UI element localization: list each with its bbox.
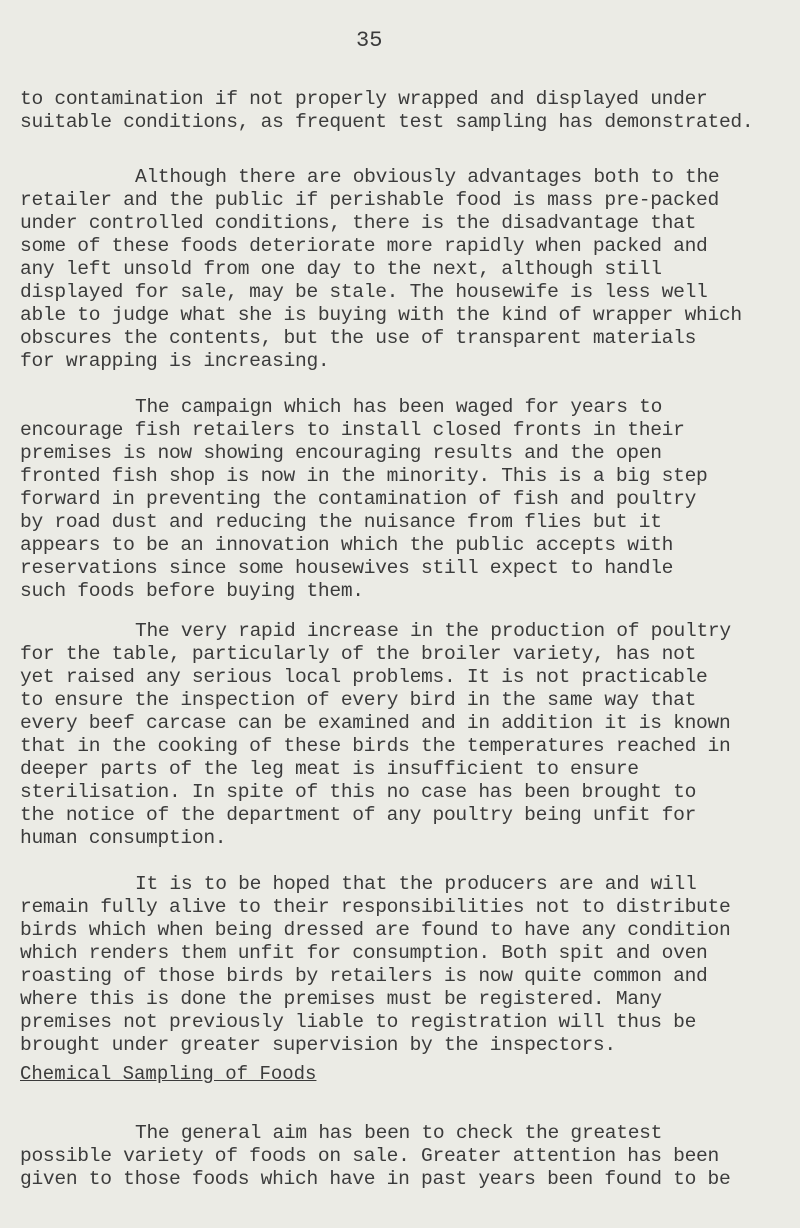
text-line: roasting of those birds by retailers is now quite common and xyxy=(20,965,708,987)
paragraph-3 xyxy=(20,396,790,603)
text-line: to ensure the inspection of every bird in the same way that xyxy=(20,689,697,711)
text-line: for wrapping is increasing. xyxy=(20,350,330,372)
text-line: The very rapid increase in the production of poultry xyxy=(135,620,731,642)
text-line: remain fully alive to their responsibilities not to distribute xyxy=(20,896,731,918)
text-line: retailer and the public if perishable food is mass pre-packed xyxy=(20,189,719,211)
text-line: obscures the contents, but the use of transparent materials xyxy=(20,327,697,349)
paragraph-1 xyxy=(20,88,790,134)
text-line: birds which when being dressed are found to have any condition xyxy=(20,919,731,941)
text-line: where this is done the premises must be registered. Many xyxy=(20,988,662,1010)
text-line: human consumption. xyxy=(20,827,227,849)
paragraph-4 xyxy=(20,620,790,850)
paragraph-6 xyxy=(20,1122,790,1191)
text-line: sterilisation. In spite of this no case has been brought to xyxy=(20,781,697,803)
text-line: every beef carcase can be examined and in addition it is known xyxy=(20,712,731,734)
text-line: It is to be hoped that the producers are and will xyxy=(135,873,697,895)
text-line: brought under greater supervision by the inspectors. xyxy=(20,1034,616,1056)
text-line: deeper parts of the leg meat is insufficient to ensure xyxy=(20,758,639,780)
section-heading: Chemical Sampling of Foods xyxy=(20,1063,317,1085)
text-line: encourage fish retailers to install closed fronts in their xyxy=(20,419,685,441)
page-number: 35 xyxy=(356,28,383,53)
text-line: possible variety of foods on sale. Greater attention has been xyxy=(20,1145,719,1167)
text-line: given to those foods which have in past years been found to be xyxy=(20,1168,731,1190)
text-line: by road dust and reducing the nuisance from flies but it xyxy=(20,511,662,533)
text-line: yet raised any serious local problems. It is not practicable xyxy=(20,666,708,688)
text-line: forward in preventing the contamination of fish and poultry xyxy=(20,488,697,510)
text-line: some of these foods deteriorate more rapidly when packed and xyxy=(20,235,708,257)
text-line: which renders them unfit for consumption. Both spit and oven xyxy=(20,942,708,964)
text-line: The campaign which has been waged for years to xyxy=(135,396,663,418)
text-line: the notice of the department of any poultry being unfit for xyxy=(20,804,697,826)
text-line: that in the cooking of these birds the temperatures reached in xyxy=(20,735,731,757)
text-line: under controlled conditions, there is the disadvantage that xyxy=(20,212,697,234)
text-line: Although there are obviously advantages both to the xyxy=(135,166,720,188)
text-line: such foods before buying them. xyxy=(20,580,364,602)
text-line: fronted fish shop is now in the minority. This is a big step xyxy=(20,465,708,487)
text-line: to contamination if not properly wrapped and displayed under xyxy=(20,88,708,110)
text-line: able to judge what she is buying with the kind of wrapper which xyxy=(20,304,742,326)
text-line: any left unsold from one day to the next, although still xyxy=(20,258,662,280)
text-line: reservations since some housewives still expect to handle xyxy=(20,557,674,579)
text-line: premises is now showing encouraging results and the open xyxy=(20,442,662,464)
text-line: The general aim has been to check the greatest xyxy=(135,1122,663,1144)
text-line: premises not previously liable to registration will thus be xyxy=(20,1011,697,1033)
text-line: appears to be an innovation which the public accepts with xyxy=(20,534,674,556)
paragraph-5 xyxy=(20,873,790,1057)
paragraph-2 xyxy=(20,166,790,373)
text-line: for the table, particularly of the broiler variety, has not xyxy=(20,643,697,665)
text-line: displayed for sale, may be stale. The housewife is less well xyxy=(20,281,708,303)
text-line: suitable conditions, as frequent test sampling has demonstrated. xyxy=(20,111,754,133)
